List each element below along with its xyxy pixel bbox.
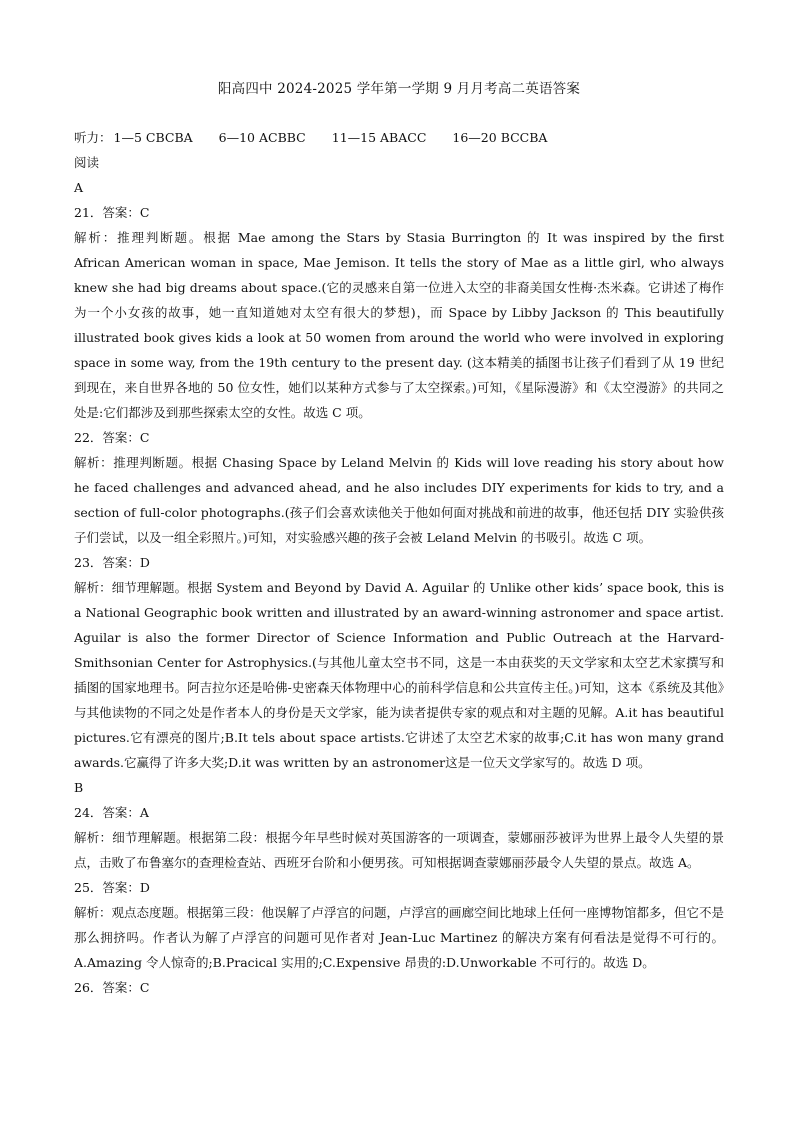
- reading-heading: 阅读: [74, 155, 100, 170]
- question-23-analysis: 解析：细节理解题。根据 System and Beyond by David A. Aguilar 的 Unlike other kids’ space book, this is a National Geographic book written and illustrated by an award-winning astronomer and space artist. Aguilar is also the former Director of Science Information and Public Outreach at the Harvard-Smithsonian Center for Astrophysics.(与其他儿童太空书不同，这是一本由获奖的天文学家和太空艺术家撰写和插图的国家地理书。阿吉拉尔还是哈佛-史密森天体物理中心的前科学信息和公共宣传主任。)可知，这本《系统及其他》与其他读物的不同之处是作者本人的身份是天文学家，能为读者提供专家的观点和对主题的见解。A.it has beautiful pictures.它有漂亮的图片;B.It tels about space artists.它讲述了太空艺术家的故事;C.it has won many grand awards.它赢得了许多大奖;D.it was written by an astronomer这是一位天文学家写的。故选 D 项。: [74, 580, 724, 770]
- question-24-answer: 24．答案：A: [74, 805, 149, 820]
- question-21-analysis: 解析：推理判断题。根据 Mae among the Stars by Stasia Burrington 的 It was inspired by the first African American woman in space, Mae Jemison. It tells the story of Mae as a little girl, who always knew she had big dreams about space.(它的灵感来自第一位进入太空的非裔美国女性梅·杰米森。它讲述了梅作为一个小女孩的故事，她一直知道她对太空有很大的梦想)，而 Space by Libby Jackson 的 This beautifully illustrated book gives kids a look at 50 women from around the world who were involved in exploring space in some way, from the 19th century to the present day. (这本精美的插图书让孩子们看到了从 19 世纪到现在，来自世界各地的 50 位女性，她们以某种方式参与了太空探索。)可知，《星际漫游》和《太空漫游》的共同之处是:它们都涉及到那些探索太空的女性。故选 C 项。: [74, 230, 724, 420]
- question-26-answer: 26．答案：C: [74, 980, 150, 995]
- section-b-heading: B: [74, 780, 84, 795]
- listening-group: 1—5 CBCBA: [113, 130, 193, 145]
- question-21-answer: 21．答案：C: [74, 205, 150, 220]
- listening-answers: [74, 125, 724, 150]
- page-title: 阳高四中 2024-2025 学年第一学期 9 月月考高二英语答案: [217, 81, 581, 97]
- question-22-answer: 22．答案：C: [74, 430, 150, 445]
- listening-label: 听力：: [74, 130, 112, 145]
- listening-group: 6—10 ACBBC: [218, 130, 306, 145]
- question-25-answer: 25．答案：D: [74, 880, 150, 895]
- listening-group: 11—15 ABACC: [331, 130, 427, 145]
- question-22-analysis: 解析：推理判断题。根据 Chasing Space by Leland Melvin 的 Kids will love reading his story about how he faced challenges and advanced ahead, and he also includes DIY experiments for kids to try, and a section of full-color photographs.(孩子们会喜欢读他关于他如何面对挑战和前进的故事，他还包括 DIY 实验供孩子们尝试，以及一组全彩照片。)可知，对实验感兴趣的孩子会被 Leland Melvin 的书吸引。故选 C 项。: [74, 455, 724, 545]
- question-24-analysis: 解析：细节理解题。根据第二段：根据今年早些时候对英国游客的一项调查，蒙娜丽莎被评为世界上最令人失望的景点，击败了布鲁塞尔的查理检查站、西班牙台阶和小便男孩。可知根据调查蒙娜丽莎最令人失望的景点。故选 A。: [74, 830, 724, 870]
- section-a-heading: A: [74, 180, 84, 195]
- question-23-answer: 23．答案：D: [74, 555, 150, 570]
- listening-group: 16—20 BCCBA: [452, 130, 548, 145]
- question-25-analysis: 解析：观点态度题。根据第三段：他误解了卢浮宫的问题，卢浮宫的画廊空间比地球上任何一座博物馆都多，但它不是那么拥挤吗。作者认为解了卢浮宫的问题可见作者对 Jean-Luc Martinez 的解决方案有何看法是觉得不可行的。A.Amazing 令人惊奇的;B.Pracical 实用的;C.Expensive 昂贵的:D.Unworkable 不可行的。故选 D。: [74, 905, 725, 970]
